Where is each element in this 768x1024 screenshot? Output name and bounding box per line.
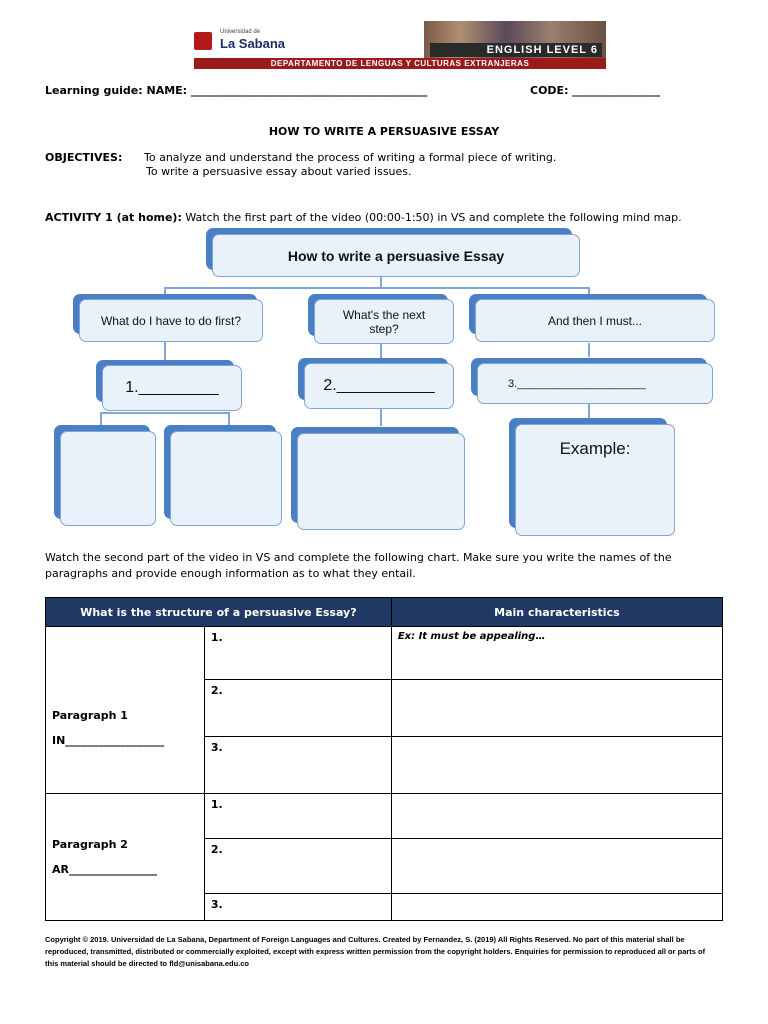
characteristic-cell[interactable] (391, 737, 722, 794)
header-banner (176, 21, 606, 67)
shield-icon (194, 32, 212, 50)
characteristic-cell[interactable]: Ex: It must be appealing… (391, 627, 722, 680)
detail-box-3[interactable] (297, 433, 465, 530)
characteristic-cell[interactable] (391, 894, 722, 921)
connector-line (380, 276, 382, 288)
objective-1: To analyze and understand the process of writing a formal piece of writing. (144, 151, 557, 164)
row-number[interactable]: 1. (204, 794, 391, 839)
university-small-label: Universidad de (220, 29, 261, 35)
characteristic-cell[interactable] (391, 680, 722, 737)
name-line: Learning guide: NAME: ___________________________________________ (45, 84, 428, 97)
copyright-notice: Copyright © 2019. Universidad de La Sabana, Department of Foreign Languages and Cultures. Created by Fernandez, S. (2019) All Rights Reserved. No part of this material shall be reproduced, transmitted, distributed or commercially exploited, except with express written permission from the copyright holders. Enquiries for permission to reproduced all or parts of this material should be directed to fld@unisabana.edu.co (45, 935, 706, 968)
answer-1-box[interactable]: 1._________ (102, 365, 242, 411)
table-row (46, 627, 723, 680)
code-line: CODE: ________________ (530, 84, 661, 97)
detail-box-1[interactable] (60, 431, 156, 526)
row-number[interactable]: 3. (204, 894, 391, 921)
activity-1-label: ACTIVITY 1 (at home): (45, 211, 182, 224)
connector-line (228, 412, 230, 426)
connector-line (588, 404, 590, 418)
header-characteristics: Main characteristics (391, 598, 722, 627)
connector-line (100, 412, 228, 414)
row-number[interactable]: 3. (204, 737, 391, 794)
characteristic-cell[interactable] (391, 794, 722, 839)
objective-2: To write a persuasive essay about varied issues. (146, 165, 412, 178)
question-then-box: And then I must... (475, 299, 715, 342)
activity-1-text: Watch the first part of the video (00:00-1:50) in VS and complete the following mind map. (185, 211, 682, 224)
paragraph-2-label: Paragraph 2 (52, 838, 128, 851)
table-header-row (46, 598, 723, 627)
row-number[interactable]: 2. (204, 839, 391, 894)
connector-line (588, 343, 590, 357)
table-row (46, 794, 723, 839)
chart-instructions: Watch the second part of the video in VS and complete the following chart. Make sure you write the names of the paragraphs and provide enough information as to what they entail. (45, 551, 672, 580)
answer-3-box[interactable]: 3._____________________ (477, 363, 713, 404)
answer-2-box[interactable]: 2.___________ (304, 363, 454, 409)
paragraph-1-label: Paragraph 1 (52, 709, 128, 722)
paragraph-2-blank: AR________________ (52, 863, 157, 876)
paragraph-1-cell[interactable] (46, 627, 205, 794)
connector-line (380, 344, 382, 358)
objectives-label: OBJECTIVES: (45, 151, 123, 164)
paragraph-2-cell[interactable] (46, 794, 205, 921)
university-logo (176, 21, 416, 57)
paragraph-1-blank: IN__________________ (52, 734, 165, 747)
detail-box-2[interactable] (170, 431, 282, 526)
mind-map-root: How to write a persuasive Essay (212, 234, 580, 277)
question-next-box: What's the next step? (314, 299, 454, 344)
header-structure: What is the structure of a persuasive Essay? (46, 598, 392, 627)
row-number[interactable]: 2. (204, 680, 391, 737)
connector-line (164, 287, 588, 289)
example-box[interactable]: Example: (515, 424, 675, 536)
department-label: DEPARTAMENTO DE LENGUAS Y CULTURAS EXTRANJERAS (194, 58, 606, 69)
row-number[interactable]: 1. (204, 627, 391, 680)
question-first-box: What do I have to do first? (79, 299, 263, 342)
connector-line (100, 412, 102, 426)
university-name: La Sabana (220, 36, 286, 51)
english-level-label: ENGLISH LEVEL 6 (430, 43, 602, 57)
activity-1 (45, 211, 682, 224)
characteristic-cell[interactable] (391, 839, 722, 894)
structure-table (45, 597, 723, 921)
page-title: HOW TO WRITE A PERSUASIVE ESSAY (268, 125, 500, 138)
